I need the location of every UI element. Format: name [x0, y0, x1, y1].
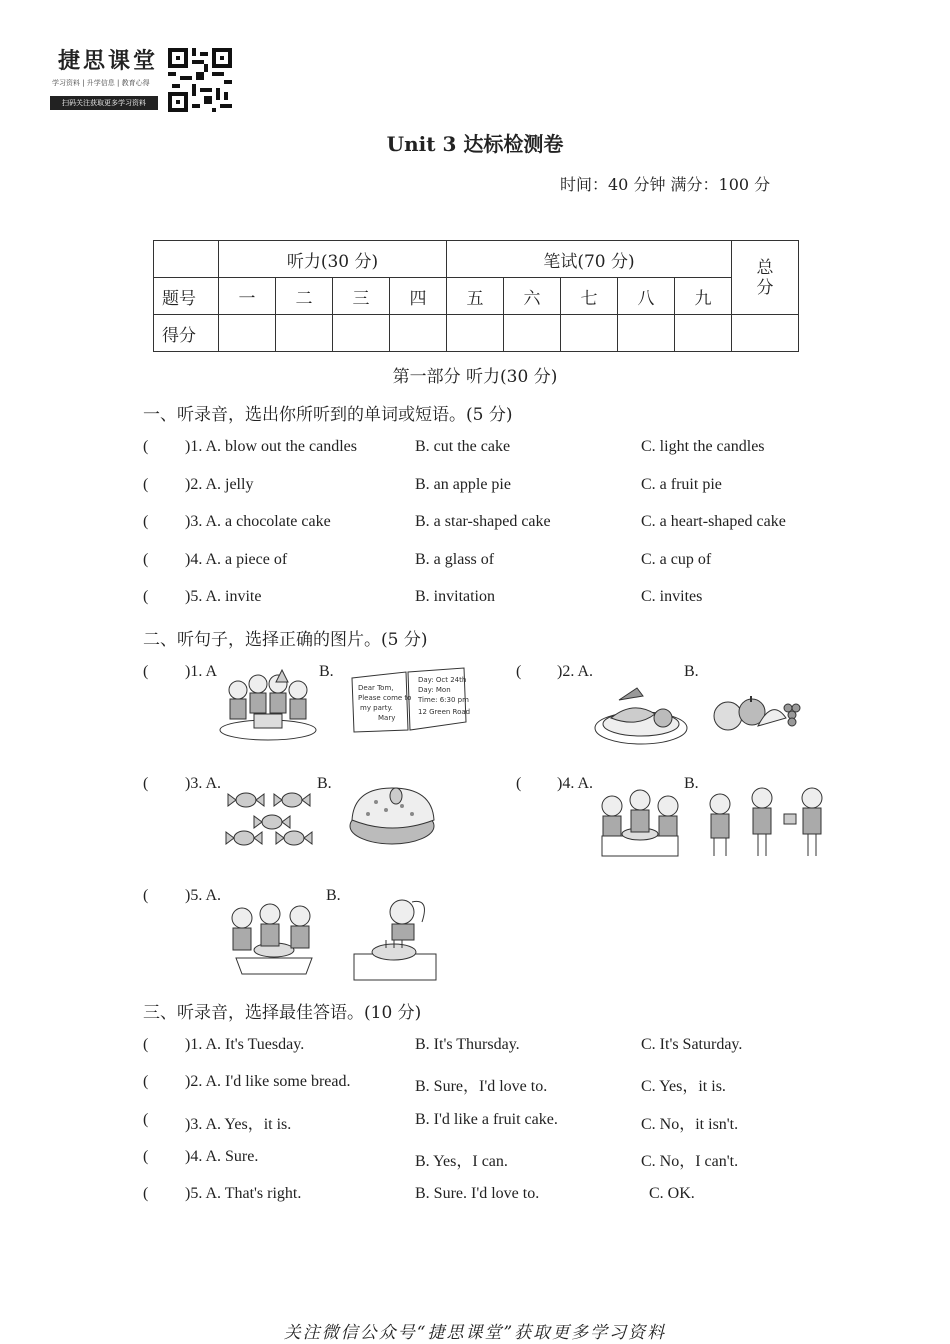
svg-text:Dear Tom,: Dear Tom,: [358, 684, 394, 692]
col-header: 五: [447, 278, 504, 315]
page-title: Unit 3 达标检测卷: [386, 132, 564, 156]
svg-text:Mary: Mary: [378, 714, 396, 722]
col-header: 六: [504, 278, 561, 315]
svg-text:Day: Oct 24th: Day: Oct 24th: [418, 676, 467, 684]
section3-heading: 三、听录音，选择最佳答语。(10 分): [143, 1003, 422, 1023]
written-header: 笔试(70 分): [447, 241, 732, 278]
col-header: 二: [276, 278, 333, 315]
score-cell[interactable]: [390, 315, 447, 352]
party-kids-picture: [218, 668, 318, 744]
total-header: 总分: [732, 241, 799, 315]
section1-heading: 一、听录音，选出你所听到的单词或短语。(5 分): [143, 405, 513, 425]
section2-heading: 二、听句子，选择正确的图片。(5 分): [143, 630, 428, 650]
score-cell[interactable]: [675, 315, 732, 352]
score-cell[interactable]: [561, 315, 618, 352]
col-header: 四: [390, 278, 447, 315]
qr-code-icon: [168, 48, 232, 112]
footer-note: 关注微信公众号“捷思课堂”获取更多学习资料: [283, 1323, 667, 1343]
svg-text:Please come to: Please come to: [358, 694, 412, 702]
svg-text:12 Green Road: 12 Green Road: [418, 708, 470, 716]
row-label: 题号: [154, 278, 219, 315]
col-header: 一: [219, 278, 276, 315]
candy-picture: [224, 786, 320, 852]
part-heading: 第一部分 听力(30 分): [392, 367, 558, 387]
logo-name: 捷思课堂: [58, 48, 159, 74]
fruit-picture: [708, 688, 804, 736]
score-cell[interactable]: [333, 315, 390, 352]
score-table: [153, 240, 799, 352]
score-label: 得分: [154, 315, 219, 352]
invitation-card-picture: [348, 666, 470, 736]
logo-subtitle: 学习资料 | 升学信息 | 教育心得: [52, 79, 150, 87]
cake-picture: [346, 780, 438, 850]
score-cell[interactable]: [618, 315, 675, 352]
exam-meta: 时间：40 分钟 满分：100 分: [560, 175, 771, 194]
col-header: 七: [561, 278, 618, 315]
food-plate-picture: [593, 680, 689, 746]
girl-birthday-cake-picture: [350, 892, 440, 984]
score-cell[interactable]: [276, 315, 333, 352]
logo-banner: 扫码关注获取更多学习资料: [50, 96, 158, 110]
col-header: 九: [675, 278, 732, 315]
listening-header: 听力(30 分): [219, 241, 447, 278]
svg-text:my party.: my party.: [360, 704, 393, 712]
score-cell[interactable]: [219, 315, 276, 352]
kids-cutting-cake-picture: [226, 898, 322, 978]
kids-gift-picture: [704, 784, 830, 860]
svg-text:Day: Mon: Day: Mon: [418, 686, 451, 694]
svg-text:Time: 6:30 pm: Time: 6:30 pm: [418, 696, 469, 704]
col-header: 三: [333, 278, 390, 315]
score-cell[interactable]: [447, 315, 504, 352]
birthday-kids-picture: [592, 786, 688, 860]
score-cell[interactable]: [732, 315, 799, 352]
score-cell[interactable]: [504, 315, 561, 352]
col-header: 八: [618, 278, 675, 315]
